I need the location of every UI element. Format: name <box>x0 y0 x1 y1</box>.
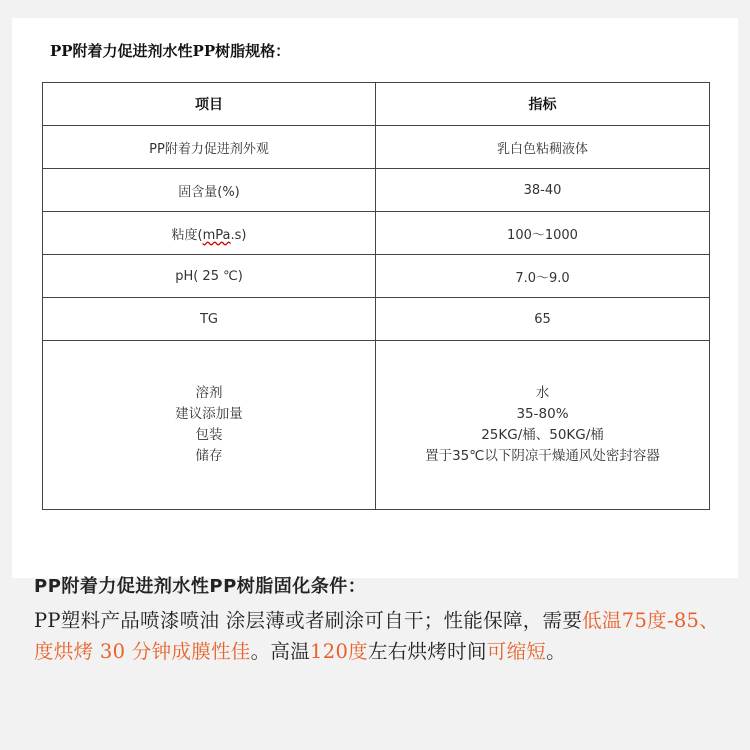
para-highlight-low-temp: 低温75度-85、度烘烤 30 分钟成膜性佳 <box>34 609 720 663</box>
header-item: 项目 <box>43 83 376 126</box>
curing-heading: PP附着力促进剂水性PP树脂固化条件： <box>34 576 367 597</box>
para-text: PP塑料产品喷漆喷油 涂层薄或者刷涂可自干；性能保障，需要 <box>34 609 583 632</box>
row-value: 65 <box>376 298 710 341</box>
table-row <box>43 298 710 341</box>
para-highlight-shorten: 可缩短 <box>486 640 547 663</box>
para-text: 左右烘烤时间 <box>367 640 487 663</box>
spec-sheet <box>12 18 738 578</box>
item-solvent: 溶剂 <box>195 385 223 401</box>
item-storage: 储存 <box>195 448 223 464</box>
viscosity-suffix: .s) <box>230 227 247 243</box>
multi-values-cell <box>376 341 710 510</box>
value-storage: 置于35℃以下阴凉干燥通风处密封容器 <box>425 448 660 464</box>
table-row-multi <box>43 341 710 510</box>
spec-table <box>42 82 710 510</box>
para-text: 。 <box>546 640 566 663</box>
multi-items-cell <box>43 341 376 510</box>
row-value: 7.0～9.0 <box>376 255 710 298</box>
table-row <box>43 169 710 212</box>
para-highlight-high-temp: 120度 <box>310 640 368 663</box>
row-value: 100～1000 <box>376 212 710 255</box>
header-value: 指标 <box>376 83 710 126</box>
row-value: 38-40 <box>376 169 710 212</box>
row-value: 乳白色粘稠液体 <box>376 126 710 169</box>
table-row <box>43 126 710 169</box>
value-solvent: 水 <box>535 385 550 401</box>
row-item: TG <box>43 298 376 341</box>
table-row <box>43 212 710 255</box>
value-dosage: 35-80% <box>516 406 569 422</box>
row-item-viscosity <box>43 212 376 255</box>
para-text: 。高温 <box>250 640 311 663</box>
table-row <box>43 255 710 298</box>
viscosity-unit-spellcheck: mPa <box>202 227 231 243</box>
curing-paragraph <box>34 605 724 667</box>
item-packaging: 包装 <box>195 427 223 443</box>
row-item: pH( 25 ℃) <box>43 255 376 298</box>
table-header-row <box>43 83 710 126</box>
viscosity-prefix: 粘度( <box>171 227 203 243</box>
item-dosage: 建议添加量 <box>175 406 243 422</box>
row-item: 固含量(%) <box>43 169 376 212</box>
row-item: PP附着力促进剂外观 <box>43 126 376 169</box>
value-packaging: 25KG/桶、50KG/桶 <box>481 427 604 443</box>
sheet-title: PP附着力促进剂水性PP树脂规格： <box>50 42 291 60</box>
